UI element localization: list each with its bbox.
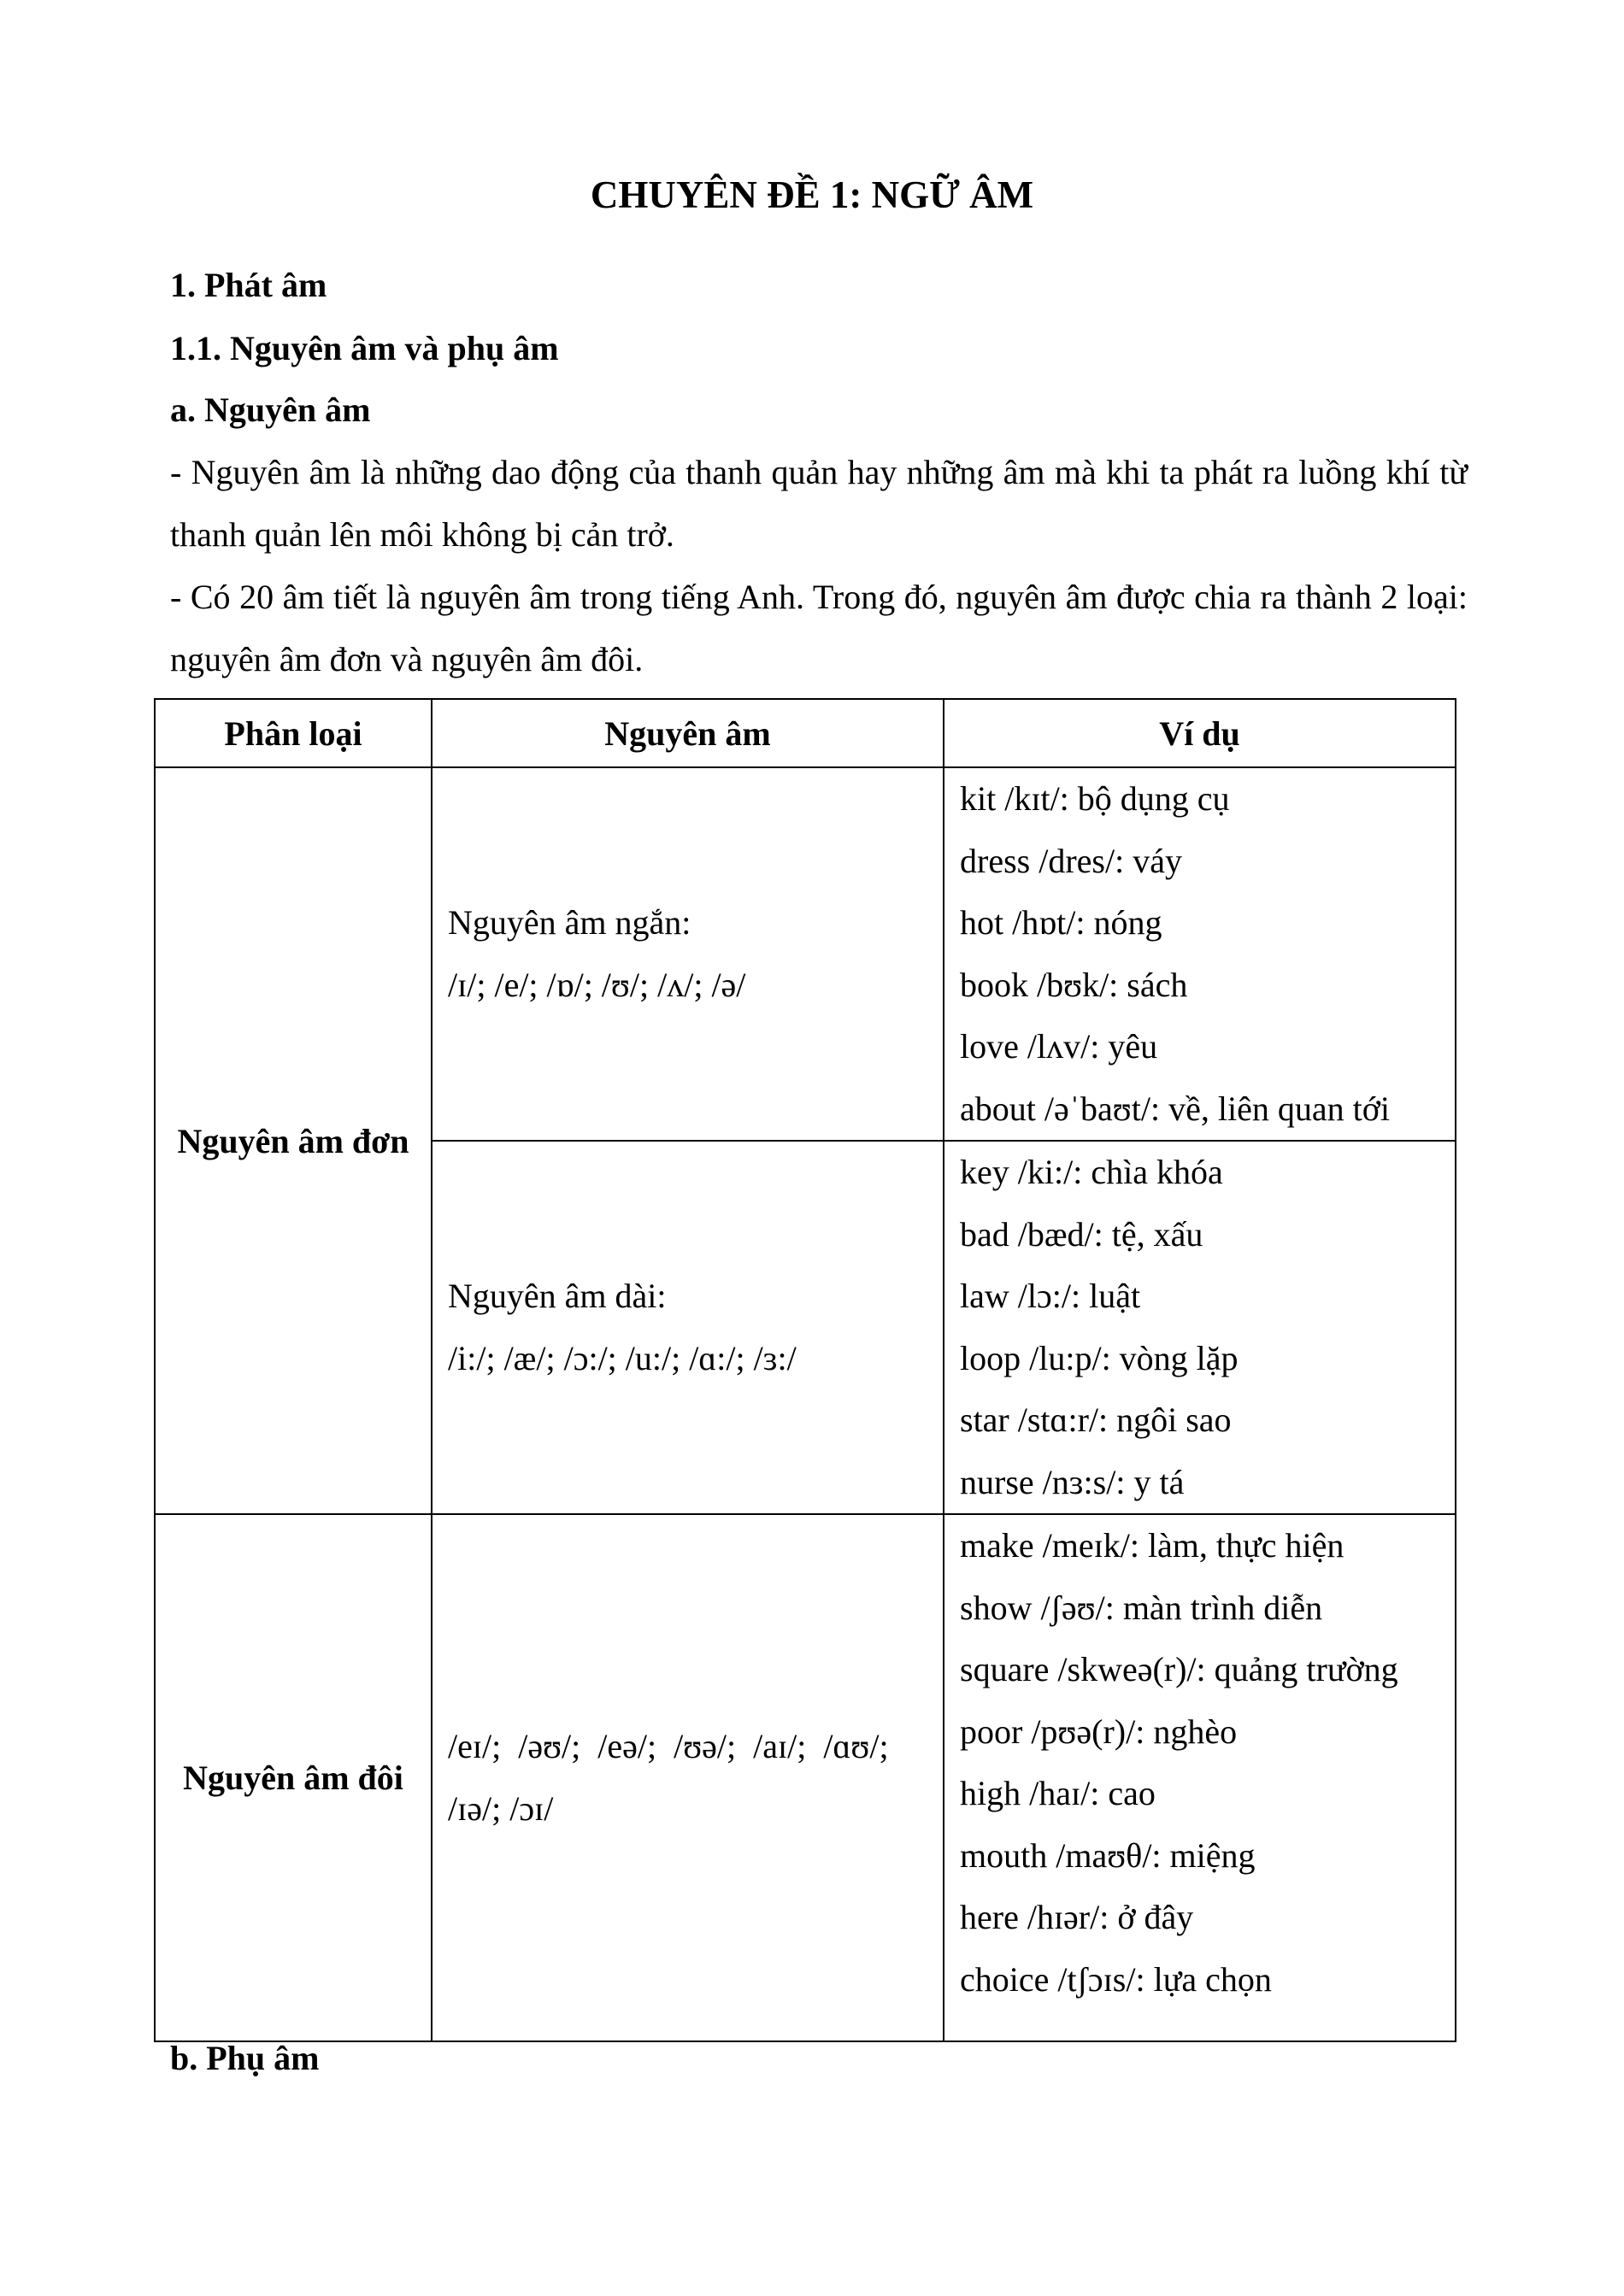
example-item: dress /dres/: váy — [960, 841, 1182, 880]
diphthongs-examples — [944, 1514, 1456, 2041]
paragraph-vowel-count: - Có 20 âm tiết là nguyên âm trong tiếng Anh. Trong đó, nguyên âm được chia ra thành 2 loại: nguyên âm đơn và nguyên âm đôi. — [170, 578, 1468, 678]
heading-nguyen-am: a. Nguyên âm — [170, 390, 371, 429]
example-item: book /bʊk/: sách — [960, 965, 1188, 1004]
example-item: kit /kɪt/: bộ dụng cụ — [960, 779, 1230, 818]
example-item: love /lʌv/: yêu — [960, 1027, 1158, 1066]
short-vowels-list: /ɪ/; /e/; /ɒ/; /ʊ/; /ʌ/; /ə/ — [448, 965, 746, 1004]
example-item: loop /lu:p/: vòng lặp — [960, 1338, 1239, 1377]
example-item: choice /tʃɔɪs/: lựa chọn — [960, 1959, 1272, 1999]
example-item: bad /bæd/: tệ, xấu — [960, 1214, 1203, 1254]
example-item: poor /pʊə(r)/: nghèo — [960, 1712, 1238, 1751]
example-item: hot /hɒt/: nóng — [960, 903, 1162, 942]
example-item: law /lɔ:/: luật — [960, 1277, 1141, 1315]
short-vowels-examples — [944, 767, 1456, 1141]
heading-phat-am: 1. Phát âm — [170, 266, 327, 304]
header-vi-du: Ví dụ — [944, 699, 1456, 767]
diphthongs-cell — [432, 1514, 944, 2041]
table-row — [155, 767, 1456, 1141]
heading-nguyen-am-va-phu-am: 1.1. Nguyên âm và phụ âm — [170, 329, 559, 367]
long-vowels-cell — [432, 1141, 944, 1514]
example-item: mouth /maʊθ/: miệng — [960, 1835, 1256, 1875]
short-vowels-label: Nguyên âm ngắn: — [448, 903, 691, 942]
long-vowels-examples — [944, 1141, 1456, 1514]
example-item: nurse /nɜ:s/: y tá — [960, 1462, 1185, 1501]
category-monophthong: Nguyên âm đơn — [155, 767, 432, 1514]
header-nguyen-am: Nguyên âm — [432, 699, 944, 767]
diphthongs-list-line-2: /ɪə/; /ɔɪ/ — [448, 1788, 554, 1828]
short-vowels-cell — [432, 767, 944, 1141]
example-item: here /hɪər/: ở đây — [960, 1898, 1194, 1936]
paragraph-definition: - Nguyên âm là những dao động của thanh quản hay những âm mà khi ta phát ra luồng khí từ thanh quản lên môi không bị cản trở. — [170, 453, 1468, 554]
vowel-table — [154, 698, 1456, 2042]
example-item: high /haɪ/: cao — [960, 1774, 1156, 1812]
table-header-row — [155, 699, 1456, 767]
long-vowels-list: /i:/; /æ/; /ɔ:/; /u:/; /ɑ:/; /ɜ:/ — [448, 1338, 797, 1377]
example-item: key /ki:/: chìa khóa — [960, 1153, 1223, 1191]
example-item: about /əˈbaʊt/: về, liên quan tới — [960, 1089, 1390, 1128]
long-vowels-label: Nguyên âm dài: — [448, 1277, 667, 1315]
diphthongs-list-line-1: /eɪ/; /əʊ/; /eə/; /ʊə/; /aɪ/; /ɑʊ/; — [448, 1727, 889, 1765]
table-row — [155, 1514, 1456, 2041]
example-item: square /skweə(r)/: quảng trường — [960, 1650, 1398, 1688]
example-item: star /stɑ:r/: ngôi sao — [960, 1401, 1232, 1439]
category-diphthong: Nguyên âm đôi — [155, 1514, 432, 2041]
example-item: show /ʃəʊ/: màn trình diễn — [960, 1588, 1323, 1627]
example-item: make /meɪk/: làm, thực hiện — [960, 1526, 1345, 1565]
header-phan-loai: Phân loại — [155, 699, 432, 767]
heading-phu-am: b. Phụ âm — [170, 2039, 320, 2077]
document-title: CHUYÊN ĐỀ 1: NGỮ ÂM — [590, 173, 1034, 216]
